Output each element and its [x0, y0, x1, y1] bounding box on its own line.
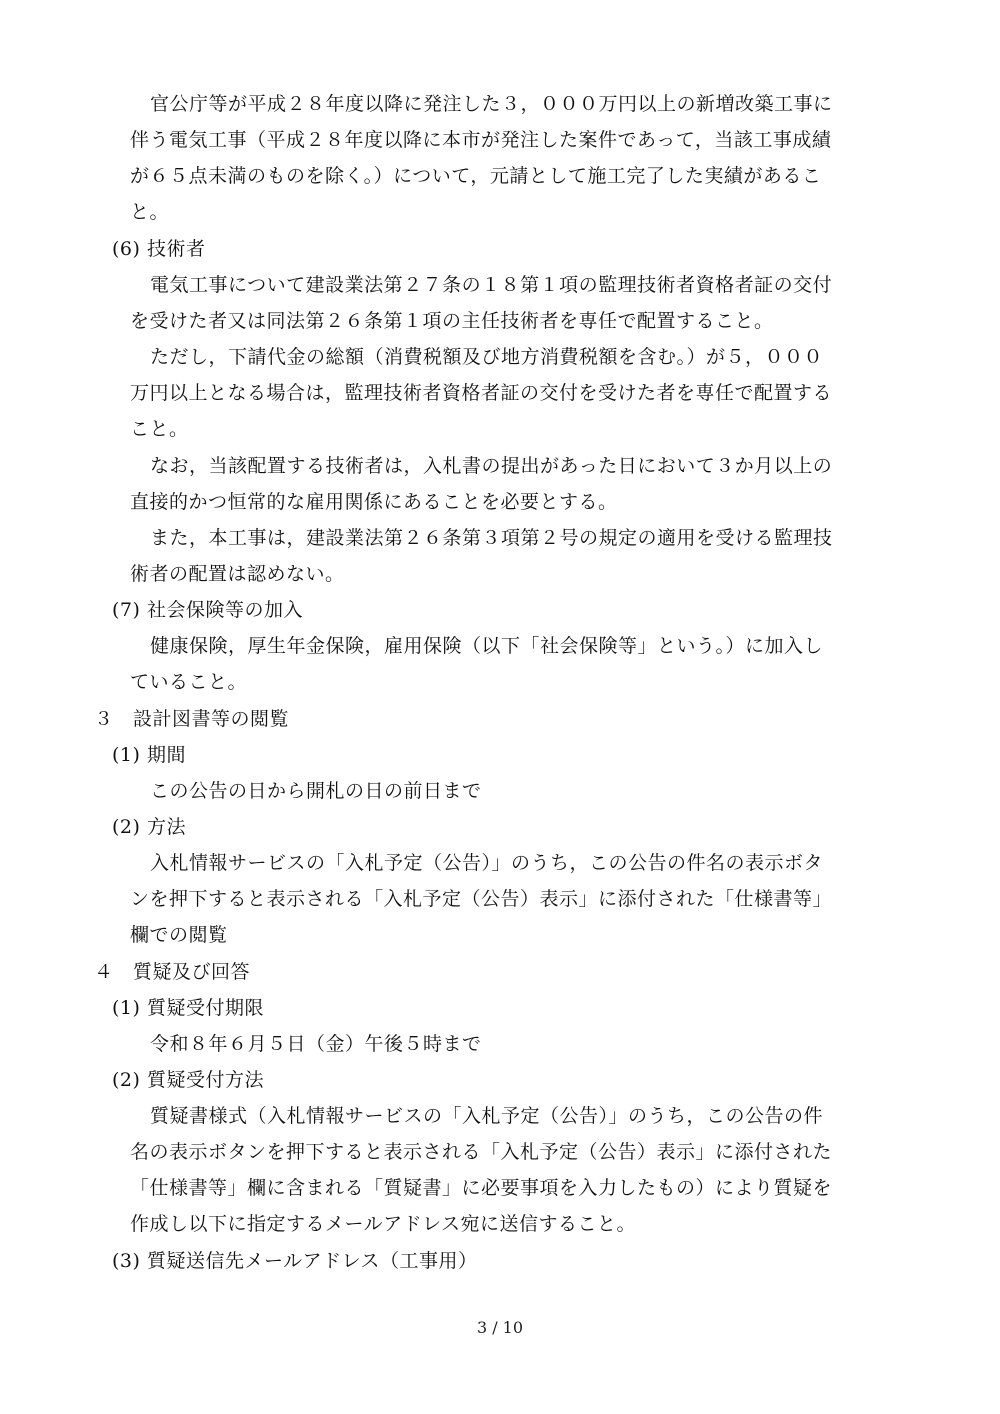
text-line: 術者の配置は認めない。 [130, 563, 345, 585]
section-heading: (7) 社会保険等の加入 [112, 599, 303, 621]
section-heading: (2) 方法 [112, 816, 186, 838]
section-heading: (1) 期間 [112, 744, 186, 766]
text-line: 直接的かつ恒常的な雇用関係にあることを必要とする。 [130, 491, 618, 513]
text-line: 「仕様書等」欄に含まれる「質疑書」に必要事項を入力したもの）により質疑を [130, 1177, 833, 1199]
section-heading: (2) 質疑受付方法 [112, 1069, 264, 1091]
text-line: また，本工事は，建設業法第２６条第３項第２号の規定の適用を受ける監理技 [150, 527, 833, 549]
text-line: ンを押下すると表示される「入札予定（公告）表示」に添付された「仕様書等」 [130, 888, 833, 910]
text-line: 名の表示ボタンを押下すると表示される「入札予定（公告）表示」に添付された [130, 1141, 833, 1163]
text-line: 健康保険，厚生年金保険，雇用保険（以下「社会保険等」という。）に加入し [150, 635, 824, 657]
text-line: が６５点未満のものを除く。）について，元請として施工完了した実績があるこ [130, 165, 822, 187]
text-line: こと。 [130, 418, 189, 440]
chapter-heading: ４ 質疑及び回答 [94, 961, 251, 983]
section-heading: (6) 技術者 [112, 238, 206, 260]
text-line: 質疑書様式（入札情報サービスの「入札予定（公告）」のうち，この公告の件 [150, 1105, 824, 1127]
text-line: 伴う電気工事（平成２８年度以降に本市が発注した案件であって，当該工事成績 [130, 129, 832, 151]
text-line: なお，当該配置する技術者は，入札書の提出があった日において３か月以上の [150, 455, 833, 477]
text-line: 官公庁等が平成２８年度以降に発注した３，０００万円以上の新増改築工事に [150, 93, 833, 115]
text-line: この公告の日から開札の日の前日まで [150, 780, 482, 802]
text-line: を受けた者又は同法第２６条第１項の主任技術者を専任で配置すること。 [130, 310, 774, 332]
text-line: 欄での閲覧 [130, 924, 228, 946]
text-line: ただし，下請代金の総額（消費税額及び地方消費税額を含む。）が５，０００ [150, 346, 824, 368]
text-line: と。 [130, 201, 170, 223]
page-number: 3 / 10 [476, 1318, 524, 1337]
text-line: 電気工事について建設業法第２７条の１８第１項の監理技術者資格者証の交付 [150, 274, 833, 296]
text-line: 令和８年６月５日（金）午後５時まで [150, 1033, 482, 1055]
text-line: 作成し以下に指定するメールアドレス宛に送信すること。 [130, 1213, 637, 1235]
text-line: 入札情報サービスの「入札予定（公告）」のうち，この公告の件名の表示ボタ [150, 852, 824, 874]
section-heading: (3) 質疑送信先メールアドレス（工事用） [112, 1250, 478, 1272]
chapter-heading: ３ 設計図書等の閲覧 [94, 708, 290, 730]
text-line: 万円以上となる場合は，監理技術者資格者証の交付を受けた者を専任で配置する [130, 382, 833, 404]
text-line: ていること。 [130, 671, 248, 693]
section-heading: (1) 質疑受付期限 [112, 997, 264, 1019]
